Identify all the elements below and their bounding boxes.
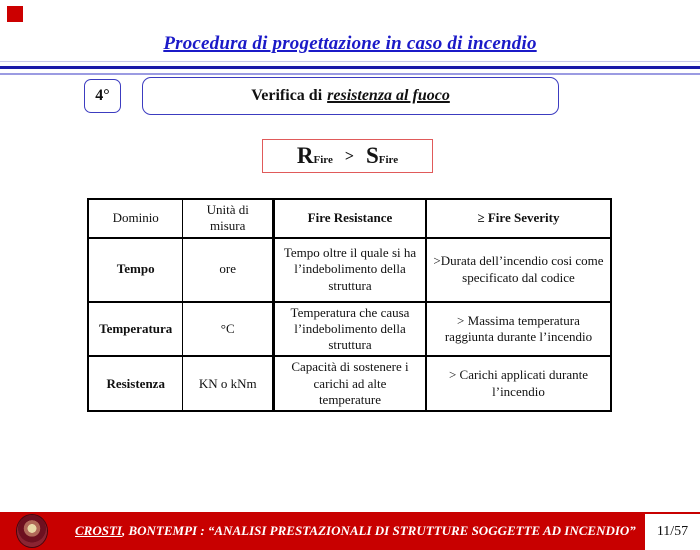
cell-tempo-resistance: Tempo oltre il quale si ha l’indebolimento della struttura	[274, 238, 426, 302]
cell-resistenza-unit: KN o kNm	[183, 356, 274, 411]
title-rule-light	[0, 73, 700, 75]
verify-label-prefix: Verifica di	[251, 87, 323, 104]
cell-temperatura-severity: > Massima temperatura raggiunta durante l’incendio	[426, 302, 611, 357]
fire-domain-table	[87, 198, 612, 412]
header-dominio: Dominio	[88, 199, 183, 238]
page-number: 11/57	[656, 524, 689, 539]
formula-box	[262, 139, 433, 173]
formula-rhs-subscript: Fire	[378, 154, 399, 166]
cell-tempo: Tempo	[88, 238, 183, 302]
cell-resistenza: Resistenza	[88, 356, 183, 411]
formula-operator: >	[344, 148, 354, 165]
header-fire-severity: ≥ Fire Severity	[426, 199, 611, 238]
title-rule-dark	[0, 66, 700, 69]
cell-tempo-severity: >Durata dell’incendio cosi come specificato dal codice	[426, 238, 611, 302]
footer-reference-rest: , BONTEMPI : “ANALISI PRESTAZIONALI DI STRUTTURE SOGGETTE AD INCENDIO”	[121, 523, 636, 538]
university-emblem-icon	[17, 515, 47, 547]
footer-authors: CROSTI	[75, 523, 122, 538]
corner-marker	[7, 6, 23, 22]
title-rule-thin	[0, 61, 700, 62]
step-number: 4°	[95, 87, 110, 104]
slide-title: Procedura di progettazione in caso di incendio	[163, 33, 537, 54]
formula-rhs: S	[365, 143, 379, 168]
table-row	[88, 356, 611, 411]
header-fire-resistance: Fire Resistance	[274, 199, 426, 238]
table-row	[88, 238, 611, 302]
cell-temperatura-unit: °C	[183, 302, 274, 357]
page-number-box	[645, 514, 700, 550]
cell-resistenza-severity: > Carichi applicati durante l’incendio	[426, 356, 611, 411]
step-number-box	[84, 79, 121, 113]
cell-temperatura: Temperatura	[88, 302, 183, 357]
formula-lhs-subscript: Fire	[313, 154, 333, 166]
header-unita: Unità di misura	[183, 199, 274, 238]
formula-lhs: R	[296, 143, 314, 168]
table-row	[88, 302, 611, 357]
verify-label-emphasis: resistenza al fuoco	[327, 87, 450, 104]
verification-box	[142, 77, 559, 115]
footer-bar	[0, 512, 700, 550]
cell-tempo-unit: ore	[183, 238, 274, 302]
cell-resistenza-resistance: Capacità di sostenere i carichi ad alte temperature	[274, 356, 426, 411]
cell-temperatura-resistance: Temperatura che causa l’indebolimento della struttura	[274, 302, 426, 357]
footer-reference	[75, 512, 635, 550]
table-header-row	[88, 199, 611, 238]
